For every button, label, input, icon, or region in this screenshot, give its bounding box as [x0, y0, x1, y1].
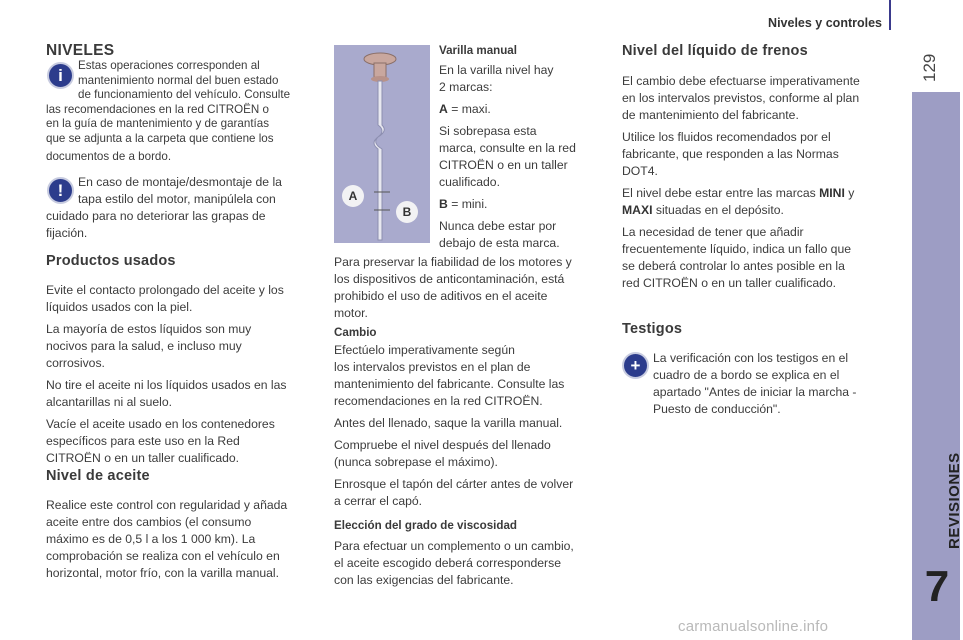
- productos-title: Productos usados: [46, 253, 176, 269]
- section-header: Niveles y controles: [768, 16, 882, 30]
- testigos-title: Testigos: [622, 321, 683, 337]
- viscosidad-title: Elección del grado de viscosidad: [334, 519, 517, 532]
- nivel-aceite-text: Realice este control con regularidad y añada aceite entre dos cambios (el consumo máximo es de 0,5 l a los 1 000 km). La comprobación se realiza con el vehículo en horizontal, motor frío, con la varilla manual.: [46, 498, 288, 580]
- mark-a-label: A: [342, 185, 364, 207]
- niveles-warning-text: En caso de montaje/desmontaje de la tapa estilo del motor, manipúlela con cuidado para no deteriorar las grapas de fijación.: [46, 175, 282, 240]
- chapter-sidebar: [912, 92, 960, 640]
- page-number: 129: [920, 53, 939, 82]
- middle-text: Para preservar la fiabilidad de los motores y los dispositivos de anticontaminación, está prohibido el uso de aditivos en el aceite motor. Cambio Efectúelo imperativamente según los intervalos previstos en el plan de mantenimiento del fabricante. Consulte las recomendaciones en la red CITROËN. Antes del llenado, saque la varilla manual. Compruebe el nivel después del llenado (nunca sobrepase el máximo). Enrosque el tapón del cárter antes de volver a cerrar el capó.: [334, 254, 609, 510]
- niveles-title: NIVELES: [46, 42, 115, 59]
- header-rule: [889, 0, 891, 30]
- dipstick-illustration: [334, 45, 430, 243]
- productos-text: Evite el contacto prolongado del aceite y los líquidos usados con la piel. La mayoría de estos líquidos son muy nocivos para la salud, e incluso muy corrosivos. No tire el aceite ni los líquidos usados en las alcantarillas ni al suelo. Vacíe el aceite usado en los contenedores específicos para este uso en la Red CITROËN o en un taller cualificado.: [46, 283, 287, 465]
- varilla-text: En la varilla nivel hay 2 marcas: A = maxi. Si sobrepasa esta marca, consulte en la red CITROËN o en un taller cualificado. B = mini. Nunca debe estar por debajo de esta marca.: [439, 63, 576, 250]
- frenos-title: Nivel del líquido de frenos: [622, 43, 808, 59]
- chapter-label: REVISIONES: [946, 452, 963, 549]
- plus-icon: +: [622, 352, 649, 379]
- niveles-info-text: Estas operaciones corresponden al mantenimiento normal del buen estado de funcionamiento del vehículo. Consulte las recomendaciones en la red CITROËN o en la guía de mantenimiento y de garantías que se adjunta a la carpeta que contiene los documentos de a bordo.: [46, 59, 291, 163]
- varilla-title: Varilla manual: [439, 44, 517, 57]
- chapter-number: 7: [924, 562, 950, 611]
- viscosidad-text: Para efectuar un complemento o un cambio, el aceite escogido deberá corresponderse con las exigencias del fabricante.: [334, 539, 574, 587]
- warning-icon: !: [47, 177, 74, 204]
- cambio-title: Cambio: [334, 326, 377, 339]
- info-icon: i: [47, 62, 74, 89]
- watermark: carmanualsonline.info: [678, 618, 829, 635]
- frenos-text: El cambio debe efectuarse imperativamente en los intervalos previstos, conforme al plan de mantenimiento del fabricante. Utilice los fluidos recomendados por el fabricante, que responden a las Normas DOT4. El nivel debe estar entre las marcas MINI y MAXI situadas en el depósito. La necesidad de tener que añadir frecuentemente líquido, indica un fallo que se deberá controlar lo antes posible en la red CITROËN o en un taller cualificado.: [622, 74, 860, 290]
- mark-b-label: B: [396, 201, 418, 223]
- testigos-text: La verificación con los testigos en el cuadro de a bordo se explica en el apartado "Antes de iniciar la marcha - Puesto de conducción".: [653, 351, 857, 416]
- nivel-aceite-title: Nivel de aceite: [46, 468, 150, 484]
